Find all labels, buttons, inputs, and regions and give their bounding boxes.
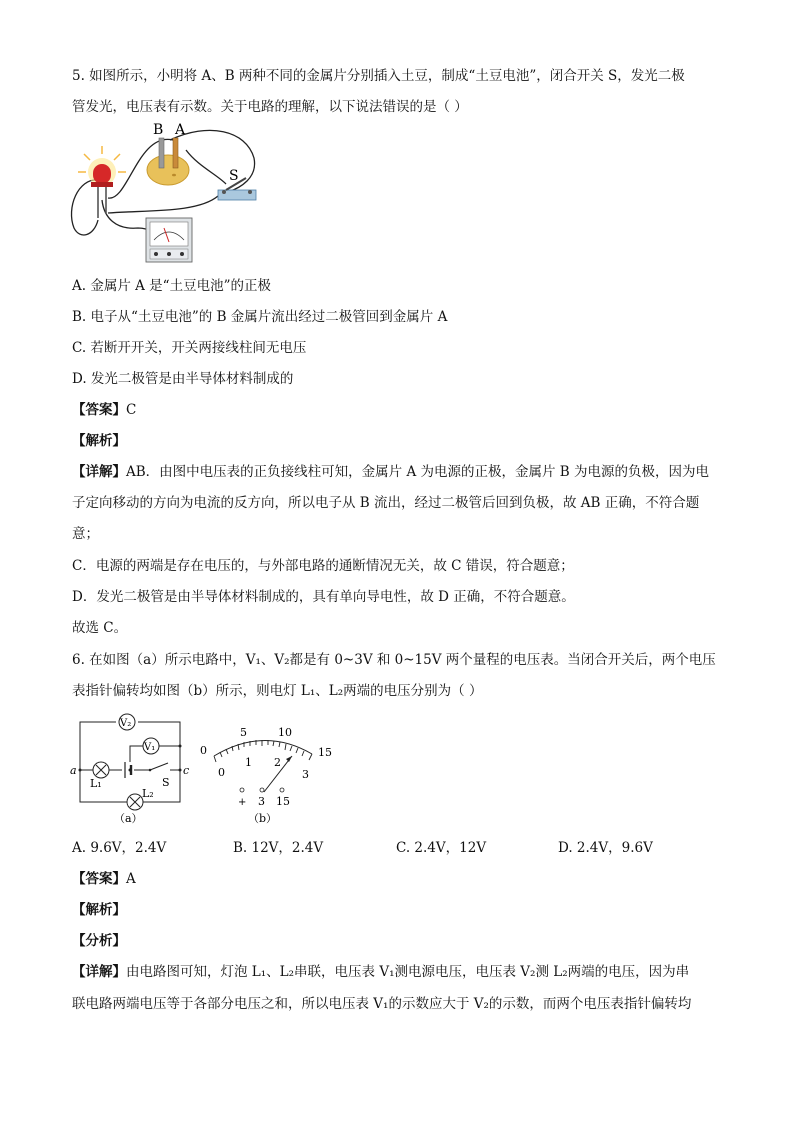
v2-label: V₂ [120,718,132,729]
q6-option-a: A. 9.6V，2.4V [72,840,167,856]
answer-tag: 【答案】 [72,871,126,887]
lamp-l2-label: L₂ [142,787,154,800]
scale-bottom-3: 3 [302,768,309,781]
scale-top-0: 0 [200,744,207,757]
answer-tag: 【答案】 [72,402,126,418]
q5-option-b: B. 电子从“土豆电池”的 B 金属片流出经过二极管回到金属片 A [72,309,448,325]
q5-stem-line-1: 5. 如图所示，小明将 A、B 两种不同的金属片分别插入土豆，制成“土豆电池”，闭合开关 S，发光二极 [72,68,685,84]
q6-option-c: C. 2.4V，12V [396,840,487,856]
q6-stem-line-2: 表指针偏转均如图（b）所示，则电灯 L₁、L₂两端的电压分别为（ ） [72,683,483,699]
switch-label: S [162,776,170,789]
q6-detail-line-1 [72,962,689,982]
q6-stem-line-1: 6. 在如图（a）所示电路中，V₁、V₂都是有 0~3V 和 0~15V 两个量程的电压表。当闭合开关后，两个电压 [72,652,716,668]
v1-label: V₁ [144,742,156,753]
q5-detail-line-4: C．电源的两端是存在电压的，与外部电路的通断情况无关，故 C 错误，符合题意； [72,558,574,574]
scale-top-5: 5 [240,726,247,739]
voltmeter-dial-b [196,716,346,824]
lamp-l1-label: L₁ [90,777,102,790]
scale-top-10: 10 [278,726,292,739]
q5-option-c: C. 若断开开关，开关两接线柱间无电压 [72,340,307,356]
q6-analysis-tag: 【解析】 [72,902,126,918]
node-c-label: c [183,764,190,777]
q6-option-b: B. 12V，2.4V [233,840,324,856]
answer-value: A [126,871,136,887]
q6-option-d: D. 2.4V，9.6V [558,840,653,856]
label-b: B [153,122,164,138]
q5-option-a: A. 金属片 A 是“土豆电池”的正极 [72,278,271,294]
detail-tag: 【详解】 [72,464,126,480]
circuit-diagram-a [70,712,190,824]
q6-detail-line-2: 联电路两端电压等于各部分电压之和，所以电压表 V₁的示数应大于 V₂的示数，而两个电压表指针偏转均 [72,996,692,1012]
potato-battery-figure [68,118,268,268]
q5-detail-line-3: 意； [72,526,99,542]
node-a-label: a [70,764,77,777]
q5-stem-line-2: 管发光，电压表有示数。关于电路的理解，以下说法错误的是（ ） [72,99,468,115]
q5-conclusion: 故选 C。 [72,620,128,636]
caption-a: （a） [114,812,143,824]
label-a: A [175,122,186,138]
terminal-plus: + [238,797,247,808]
scale-top-15: 15 [318,746,332,759]
q5-detail-line-5: D．发光二极管是由半导体材料制成的，具有单向导电性，故 D 正确，不符合题意。 [72,589,575,605]
terminal-15: 15 [276,795,290,808]
terminal-3: 3 [258,795,265,808]
q6-answer-line [72,869,136,889]
detail-text: 由电路图可知，灯泡 L₁、L₂串联，电压表 V₁测电源电压，电压表 V₂测 L₂两端的电压，因为串 [126,964,690,980]
scale-bottom-1: 1 [245,756,252,769]
answer-value: C [126,402,137,418]
caption-b: （b） [248,812,278,824]
q5-answer-line [72,400,136,420]
q5-detail-line-2: 子定向移动的方向为电流的反方向，所以电子从 B 流出，经过二极管后回到负极，故 AB 正确，不符合题 [72,495,700,511]
q5-analysis-tag: 【解析】 [72,433,126,449]
scale-bottom-0: 0 [218,766,225,779]
q5-detail-line-1 [72,462,709,482]
q5-option-d: D. 发光二极管是由半导体材料制成的 [72,371,294,387]
detail-text: AB．由图中电压表的正负接线柱可知，金属片 A 为电源的正极，金属片 B 为电源的负极，因为电 [126,464,710,480]
q6-fenxi-tag: 【分析】 [72,933,126,949]
scale-bottom-2: 2 [274,756,281,769]
detail-tag: 【详解】 [72,964,126,980]
label-s: S [229,168,239,184]
